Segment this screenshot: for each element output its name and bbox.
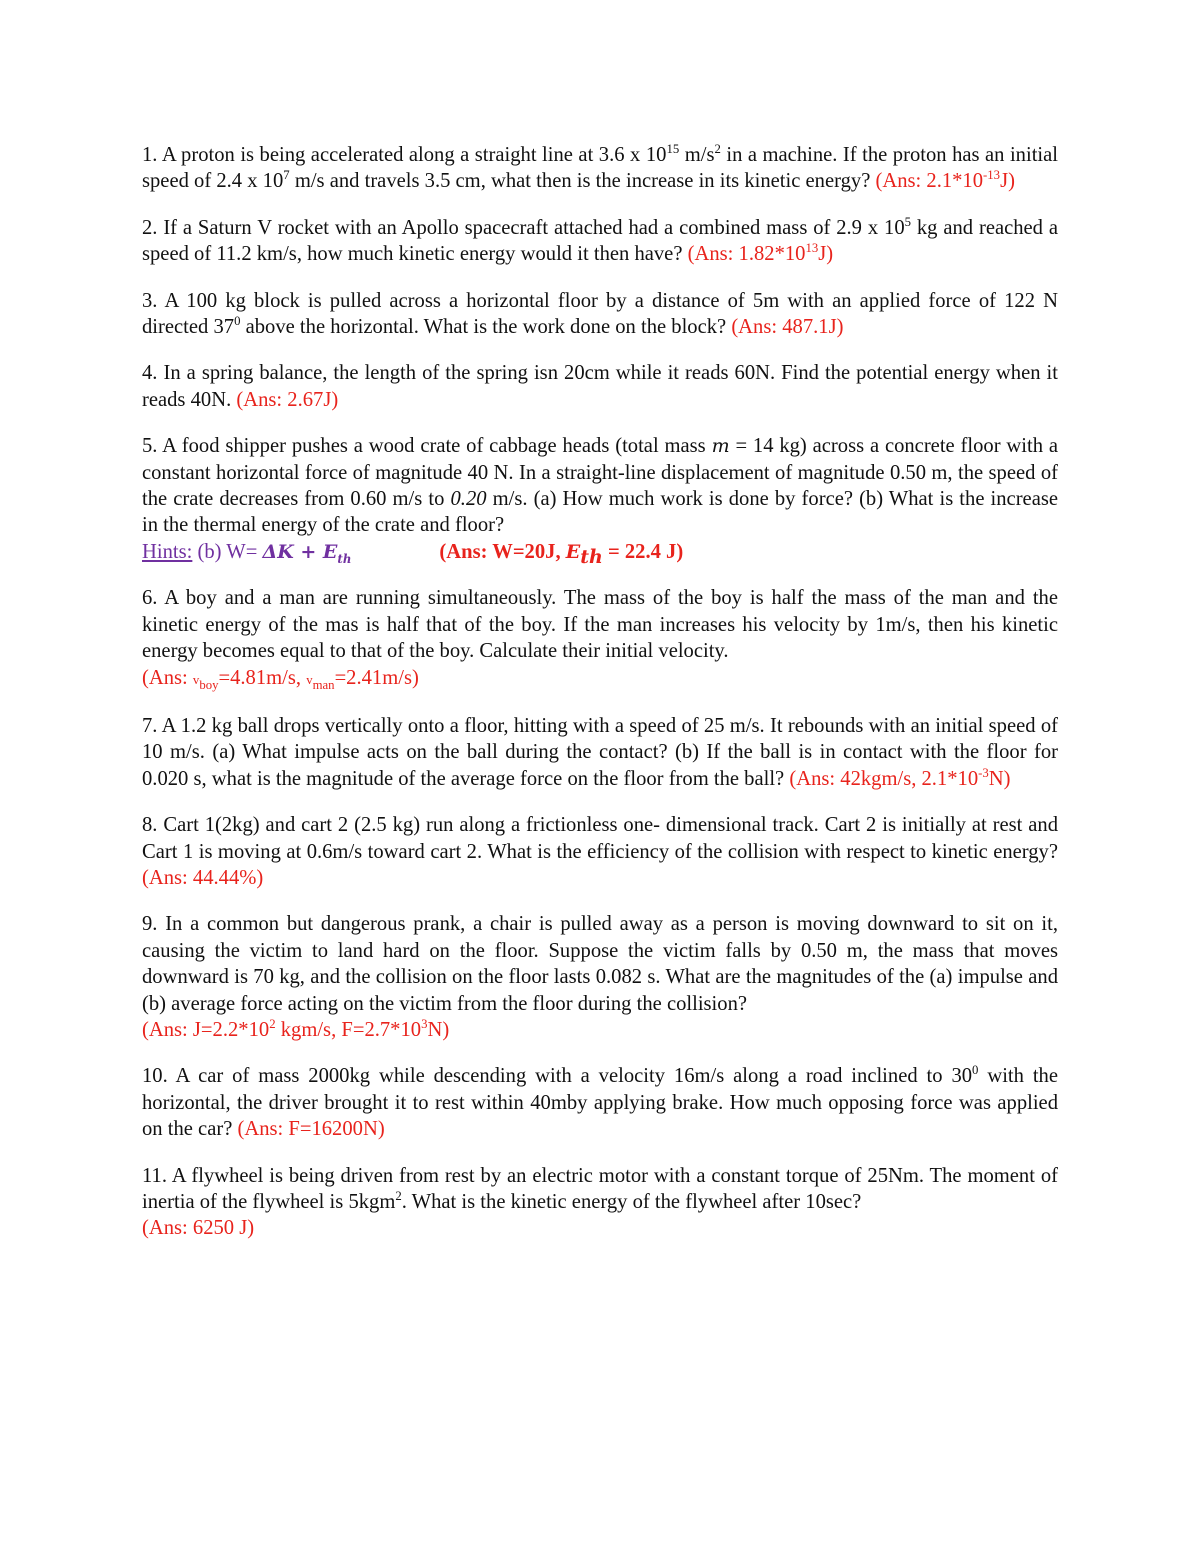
question-text: above the horizontal. What is the work done on the block? xyxy=(240,316,732,339)
answer xyxy=(688,243,833,265)
question-text: In a spring balance, the length of the spring isn 20cm while it reads 60N. Find the potential energy when it reads 40N. xyxy=(142,362,1058,411)
question-10 xyxy=(142,1063,1058,1142)
question-number: 1. xyxy=(142,144,158,166)
question-text: m/s and travels 3.5 cm, what then is the increase in its kinetic energy? xyxy=(289,170,876,193)
hint-text: (b) W= xyxy=(192,540,263,563)
question-5 xyxy=(142,433,1059,568)
answer-subscript: boy xyxy=(199,677,219,692)
answer-exponent: 3 xyxy=(421,1017,428,1032)
answer xyxy=(142,666,419,692)
answer-variable: v xyxy=(192,672,200,687)
exponent: 0 xyxy=(972,1063,979,1078)
question-7 xyxy=(142,713,1058,792)
question-text: A car of mass 2000kg while descending with a velocity 16m/s along a road inclined to 30 xyxy=(167,1065,973,1088)
question-text: . What is the kinetic energy of the flywheel after 10sec? xyxy=(401,1191,862,1213)
answer-text: J) xyxy=(1000,170,1015,193)
problem-list xyxy=(142,142,1058,1242)
question-11 xyxy=(142,1163,1058,1242)
question-6 xyxy=(142,585,1058,693)
answer-text: J) xyxy=(818,243,834,266)
answer-variable: v xyxy=(306,672,313,687)
answer-exponent: 13 xyxy=(805,241,819,256)
answer: (Ans: 2.67J) xyxy=(236,388,339,411)
exponent: 0 xyxy=(234,314,241,329)
question-text: m/s. (a) How much work is done by force? (b) What is the increase in the thermal energy of the crate and floor? xyxy=(142,488,1058,537)
question-text: A 1.2 kg ball drops vertically onto a floor, hitting with a speed of 25 m/s. It rebounds with an initial speed of 10 m/s. (a) What impulse acts on the ball during the contact? (b) If the ball is in contact with the floor for 0.020 s, what is the magnitude of the average force on the floor from the ball? xyxy=(142,714,1058,790)
question-number: 7. xyxy=(142,714,158,737)
question-number: 4. xyxy=(142,362,158,385)
answer xyxy=(439,540,684,568)
answer-text: = 22.4 J) xyxy=(602,540,684,563)
exponent: 2 xyxy=(395,1189,402,1204)
question-1 xyxy=(142,142,1058,195)
question-number: 3. xyxy=(142,289,158,312)
question-number: 9. xyxy=(142,913,158,936)
question-number: 2. xyxy=(142,216,158,239)
exponent: 7 xyxy=(283,168,290,183)
answer xyxy=(789,765,1011,790)
question-text: Cart 1(2kg) and cart 2 (2.5 kg) run along a frictionless one- dimensional track. Cart 2 is initially at rest and Cart 1 is moving at 0.6m/s toward cart 2. What is the efficiency of the collision with respect to kinetic energy? xyxy=(142,814,1058,863)
question-3 xyxy=(142,288,1058,341)
question-2 xyxy=(142,215,1058,268)
question-text: A proton is being accelerated along a straight line at 3.6 x 10 xyxy=(157,144,667,166)
question-text: A food shipper pushes a wood crate of cabbage heads (total mass xyxy=(157,435,712,458)
hint-label: Hints: xyxy=(142,540,193,563)
answer-text: =4.81m/s, xyxy=(218,666,307,689)
answer: (Ans: F=16200N) xyxy=(237,1118,385,1141)
question-text: A boy and a man are running simultaneously. The mass of the boy is half the mass of the man and the kinetic energy of the mas is half that of the boy. If the man increases his velocity by 1m/s, then his kinetic energy becomes equal to that of the boy. Calculate their initial velocity. xyxy=(142,587,1058,663)
hint-formula xyxy=(262,540,352,566)
question-text: In a common but dangerous prank, a chair is pulled away as a person is moving downward to sit on it, causing the victim to land hard on the floor. Suppose the victim falls by 0.50 m, the mass that moves downward is 70 kg, and the collision on the floor lasts 0.082 s. What are the magnitudes of the (a) impulse and (b) average force acting on the victim from the floor during the collision? xyxy=(142,913,1058,1015)
question-text: with the horizontal, the driver brought it to rest within 40mby applying brake. How much opposing force was applied on the car? xyxy=(142,1065,1058,1141)
answer: (Ans: 487.1J) xyxy=(731,316,844,339)
question-number: 10. xyxy=(142,1065,168,1088)
hint-formula-subscript: th xyxy=(337,551,352,566)
question-number: 6. xyxy=(142,587,158,610)
question-4 xyxy=(142,360,1058,413)
answer-subscript: man xyxy=(312,677,335,692)
answer-text: (Ans: 42kgm/s, 2.1*10 xyxy=(789,767,979,790)
question-text: m/s xyxy=(679,144,715,166)
question-text: If a Saturn V rocket with an Apollo spacecraft attached had a combined mass of 2.9 x 10 xyxy=(157,216,905,239)
question-text: in a machine. If the proton has an initial speed of 2.4 x 10 xyxy=(142,144,1059,193)
answer-formula-subscript: th xyxy=(580,545,603,568)
question-8 xyxy=(142,812,1058,891)
answer-text: =2.41m/s) xyxy=(334,666,419,689)
answer-formula: E xyxy=(565,540,581,563)
answer-text: (Ans: 1.82*10 xyxy=(687,243,806,266)
answer-exponent: -3 xyxy=(978,765,989,780)
question-number: 5. xyxy=(142,435,158,458)
answer-text: (Ans: W=20J, xyxy=(439,540,566,563)
answer-text: (Ans: J=2.2*10 xyxy=(142,1018,270,1041)
exponent: 15 xyxy=(666,142,680,157)
answer-text: (Ans: xyxy=(142,666,193,689)
question-9 xyxy=(142,911,1058,1043)
answer-exponent: -13 xyxy=(983,168,1001,183)
italic-value: 0.20 xyxy=(450,488,487,511)
answer: (Ans: 6250 J) xyxy=(142,1217,255,1240)
question-text: A flywheel is being driven from rest by an electric motor with a constant torque of 25Nm. The moment of inertia of the flywheel is 5kgm xyxy=(142,1164,1058,1213)
question-number: 8. xyxy=(142,814,158,837)
answer-exponent: 2 xyxy=(269,1017,276,1032)
math-variable: m xyxy=(711,435,730,458)
question-text: A 100 kg block is pulled across a horizontal floor by a distance of 5m with an applied force of 122 N directed 37 xyxy=(142,289,1058,339)
answer xyxy=(875,170,1014,192)
answer-text: N) xyxy=(988,767,1011,790)
question-number: 11. xyxy=(142,1164,167,1187)
answer-text: N) xyxy=(427,1018,450,1041)
answer-text: (Ans: 2.1*10 xyxy=(875,170,984,193)
answer xyxy=(142,1019,449,1041)
question-text: = 14 kg) across a concrete floor with a constant horizontal force of magnitude 40 N. In a straight-line displacement of magnitude 0.50 m, the speed of the crate decreases from 0.60 m/s to xyxy=(142,435,1059,511)
question-text: kg and reached a speed of 11.2 km/s, how much kinetic energy would it then have? xyxy=(142,216,1058,266)
answer: (Ans: 44.44%) xyxy=(142,866,264,889)
exponent: 2 xyxy=(714,142,721,157)
hint-formula-text: ΔK + E xyxy=(262,540,338,563)
exponent: 5 xyxy=(904,214,912,229)
answer-text: kgm/s, F=2.7*10 xyxy=(275,1018,422,1041)
